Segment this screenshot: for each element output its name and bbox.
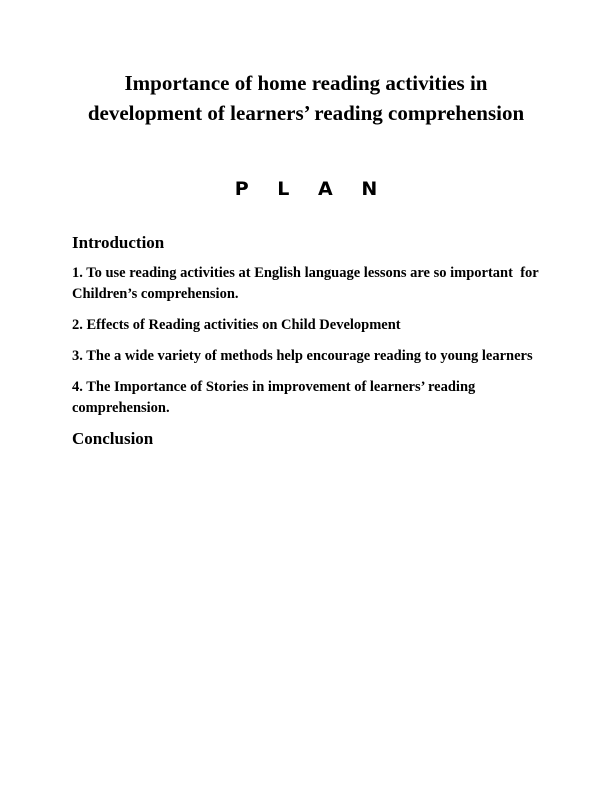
introduction-heading: Introduction [72,233,165,252]
title-line-2: development of learners’ reading comprehension [87,101,525,125]
plan-item-3: 3. The a wide variety of methods help encourage reading to young learners [72,348,533,364]
plan-item-4: 4. The Importance of Stories in improvement of learners’ reading comprehension. [72,379,479,416]
plan-item-2: 2. Effects of Reading activities on Child Development [72,317,401,333]
plan-list [72,263,543,419]
plan-content [72,231,543,451]
plan-item-1: 1. To use reading activities at English language lessons are so important for Children’s comprehension. [72,265,543,302]
plan-heading: P L A N [234,178,389,200]
title-line-1: Importance of home reading activities in [124,71,488,95]
document-title [40,68,572,128]
conclusion-heading: Conclusion [72,429,154,448]
